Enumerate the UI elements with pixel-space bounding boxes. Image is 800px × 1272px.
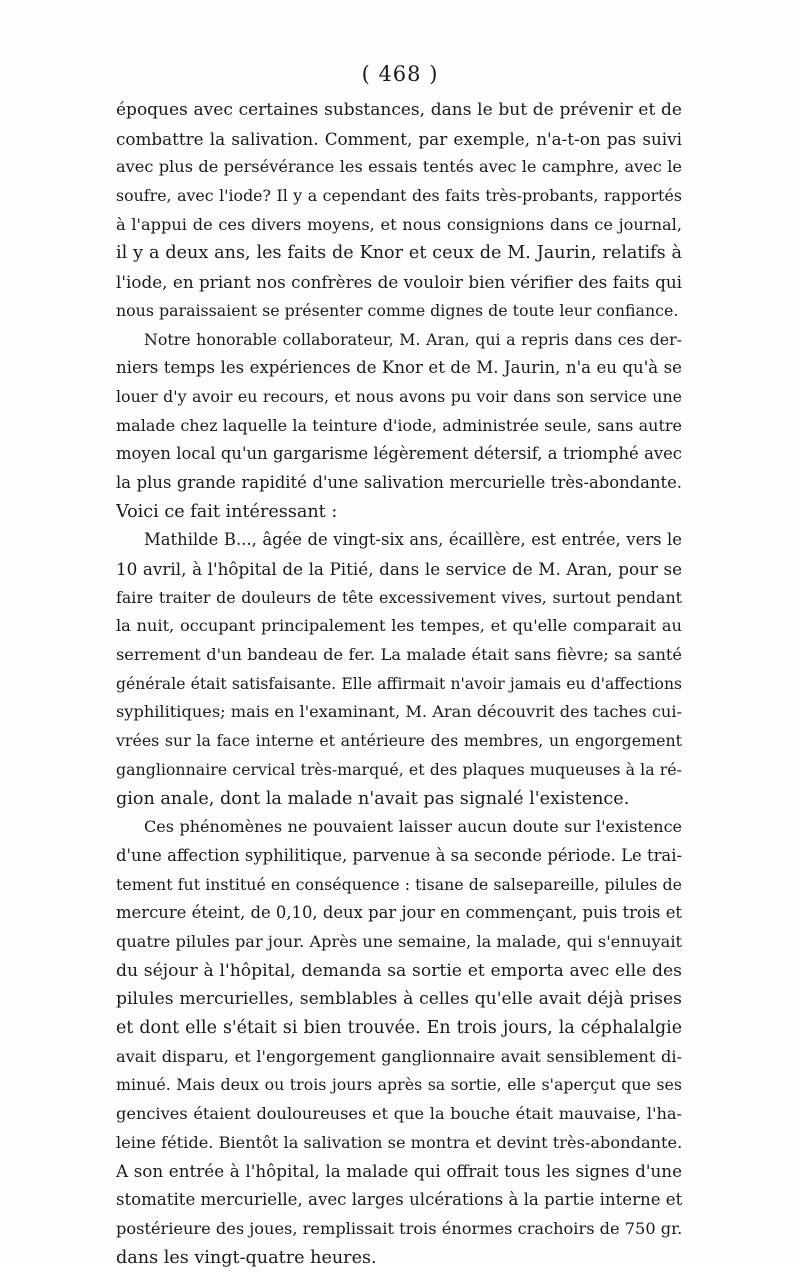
text-line: à l'appui de ces divers moyens, et nous consignions dans ce journal, xyxy=(116,211,682,240)
text-line: Ces phénomènes ne pouvaient laisser aucun doute sur l'existence xyxy=(116,813,682,842)
text-line: générale était satisfaisante. Elle affirmait n'avoir jamais eu d'affections xyxy=(116,670,682,699)
text-line: la nuit, occupant principalement les tempes, et qu'elle comparait au xyxy=(116,612,682,641)
text-line: minué. Mais deux ou trois jours après sa sortie, elle s'aperçut que ses xyxy=(116,1071,682,1100)
text-line: niers temps les expériences de Knor et de M. Jaurin, n'a eu qu'à se xyxy=(116,354,682,383)
text-line: louer d'y avoir eu recours, et nous avons pu voir dans son service une xyxy=(116,383,682,412)
text-line: Mathilde B..., âgée de vingt-six ans, écaillère, est entrée, vers le xyxy=(116,526,682,555)
text-line: et dont elle s'était si bien trouvée. En trois jours, la céphalalgie xyxy=(116,1014,682,1043)
text-line: malade chez laquelle la teinture d'iode, administrée seule, sans autre xyxy=(116,412,682,441)
text-line: il y a deux ans, les faits de Knor et ceux de M. Jaurin, relatifs à xyxy=(116,239,682,268)
text-line: leine fétide. Bientôt la salivation se montra et devint très-abondante. xyxy=(116,1129,682,1158)
text-line: 10 avril, à l'hôpital de la Pitié, dans le service de M. Aran, pour se xyxy=(116,555,682,584)
text-line: l'iode, en priant nos confrères de vouloir bien vérifier des faits qui xyxy=(116,268,682,297)
text-line: Notre honorable collaborateur, M. Aran, qui a repris dans ces der- xyxy=(116,326,682,355)
text-line: soufre, avec l'iode? Il y a cependant des faits très-probants, rapportés xyxy=(116,182,682,211)
text-line: combattre la salivation. Comment, par exemple, n'a-t-on pas suivi xyxy=(116,125,682,154)
text-line: moyen local qu'un gargarisme légèrement détersif, a triomphé avec xyxy=(116,440,682,469)
text-line: gencives étaient douloureuses et que la bouche était mauvaise, l'ha- xyxy=(116,1100,682,1129)
body-text xyxy=(116,96,682,1272)
text-line: stomatite mercurielle, avec larges ulcérations à la partie interne et xyxy=(116,1186,682,1215)
text-line: Voici ce fait intéressant : xyxy=(116,498,682,527)
text-line: mercure éteint, de 0,10, deux par jour en commençant, puis trois et xyxy=(116,899,682,928)
text-line: nous paraissaient se présenter comme dignes de toute leur confiance. xyxy=(116,297,682,326)
text-line: faire traiter de douleurs de tête excessivement vives, surtout pendant xyxy=(116,584,682,613)
text-line: vrées sur la face interne et antérieure des membres, un engorgement xyxy=(116,727,682,756)
text-line: ganglionnaire cervical très-marqué, et des plaques muqueuses à la ré- xyxy=(116,756,682,785)
text-line: d'une affection syphilitique, parvenue à sa seconde période. Le trai- xyxy=(116,842,682,871)
text-line: postérieure des joues, remplissait trois énormes crachoirs de 750 gr. xyxy=(116,1215,682,1244)
text-line: gion anale, dont la malade n'avait pas signalé l'existence. xyxy=(116,785,682,814)
text-line: époques avec certaines substances, dans le but de prévenir et de xyxy=(116,96,682,125)
text-line: du séjour à l'hôpital, demanda sa sortie et emporta avec elle des xyxy=(116,957,682,986)
text-line: pilules mercurielles, semblables à celles qu'elle avait déjà prises xyxy=(116,985,682,1014)
text-line: avec plus de persévérance les essais tentés avec le camphre, avec le xyxy=(116,153,682,182)
text-line: syphilitiques; mais en l'examinant, M. Aran découvrit des taches cui- xyxy=(116,698,682,727)
text-line: avait disparu, et l'engorgement ganglionnaire avait sensiblement di- xyxy=(116,1043,682,1072)
text-line: la plus grande rapidité d'une salivation mercurielle très-abondante. xyxy=(116,469,682,498)
page-number: ( 468 ) xyxy=(0,62,800,86)
text-line: tement fut institué en conséquence : tisane de salsepareille, pilules de xyxy=(116,871,682,900)
text-line: A son entrée à l'hôpital, la malade qui offrait tous les signes d'une xyxy=(116,1157,682,1186)
text-line: serrement d'un bandeau de fer. La malade était sans fièvre; sa santé xyxy=(116,641,682,670)
text-line: quatre pilules par jour. Après une semaine, la malade, qui s'ennuyait xyxy=(116,928,682,957)
text-line: dans les vingt-quatre heures. xyxy=(116,1244,682,1272)
